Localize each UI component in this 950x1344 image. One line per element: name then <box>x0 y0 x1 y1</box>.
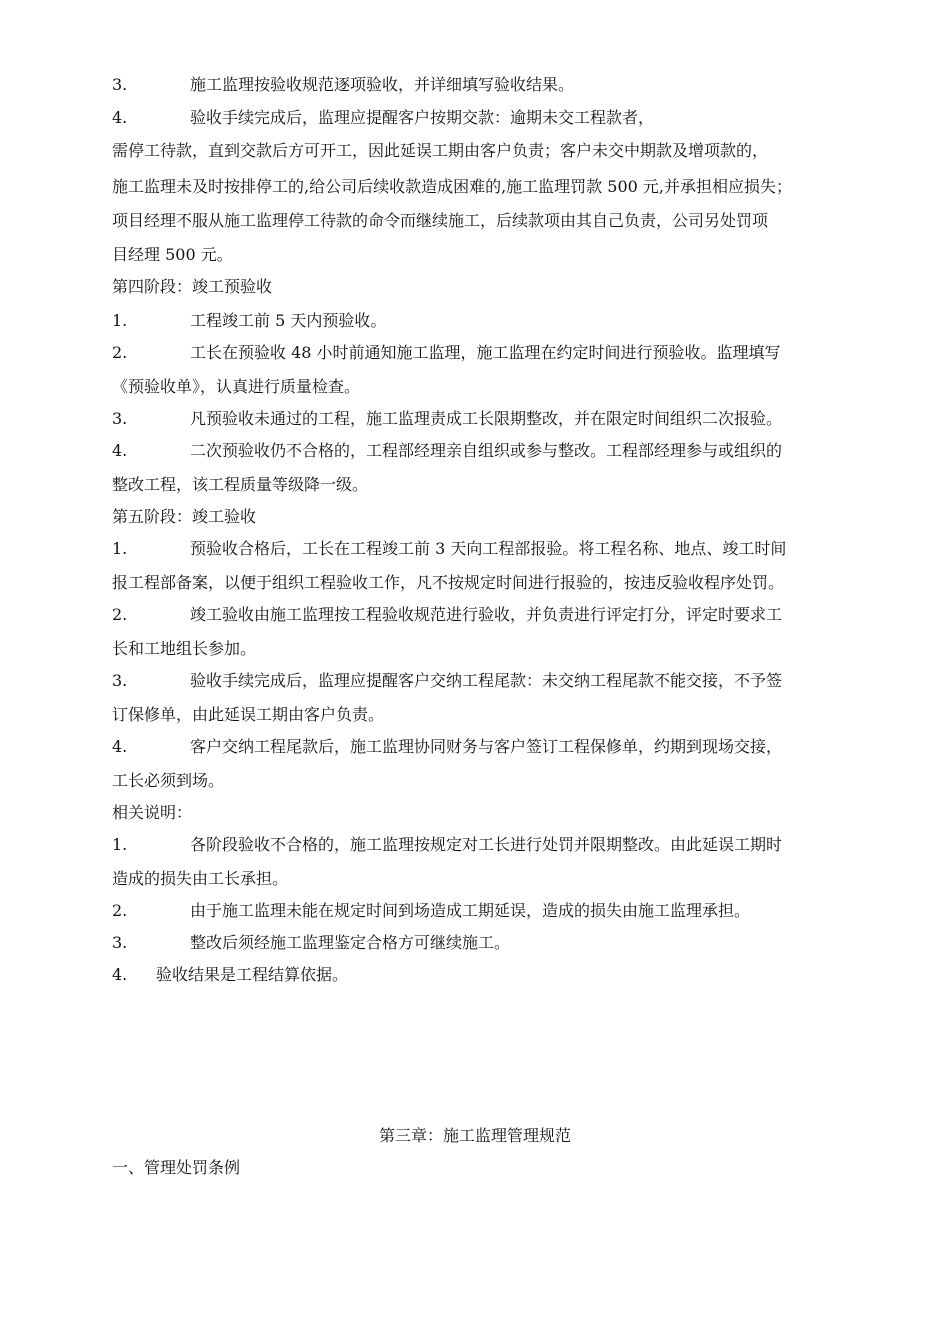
list-number: 3. <box>112 933 128 952</box>
list-text: 预验收合格后，工长在工程竣工前 3 天向工程部报验。将工程名称、地点、竣工时间 <box>190 539 787 558</box>
list-text: 由于施工监理未能在规定时间到场造成工期延误，造成的损失由施工监理承担。 <box>190 901 751 920</box>
paragraph-line: 施工监理未及时按排停工的,给公司后续收款造成困难的,施工监理罚款 500 元,并承担相应损失； <box>112 177 792 196</box>
list-text: 验收结果是工程结算依据。 <box>156 965 349 984</box>
list-number: 3. <box>112 409 128 428</box>
list-number: 4. <box>112 108 128 127</box>
paragraph-line: 《预验收单》，认真进行质量检查。 <box>112 377 361 396</box>
stage-heading: 第五阶段：竣工验收 <box>112 507 257 526</box>
list-number: 4. <box>112 441 128 460</box>
paragraph-line: 项目经理不服从施工监理停工待款的命令而继续施工，后续款项由其自己负责，公司另处罚项 <box>112 211 769 230</box>
list-text: 工程竣工前 5 天内预验收。 <box>190 311 387 330</box>
paragraph-line: 工长必须到场。 <box>112 771 225 790</box>
chapter-title: 第三章：施工监理管理规范 <box>378 1126 571 1145</box>
paragraph-line: 造成的损失由工长承担。 <box>112 869 289 888</box>
list-number: 1. <box>112 539 128 558</box>
paragraph-line: 需停工待款，直到交款后方可开工，因此延误工期由客户负责；客户未交中期款及增项款的， <box>112 141 769 160</box>
list-text: 整改后须经施工监理鉴定合格方可继续施工。 <box>190 933 511 952</box>
list-text: 客户交纳工程尾款后，施工监理协同财务与客户签订工程保修单，约期到现场交接， <box>190 737 783 756</box>
list-text: 凡预验收未通过的工程，施工监理责成工长限期整改，并在限定时间组织二次报验。 <box>190 409 783 428</box>
list-text: 验收手续完成后，监理应提醒客户按期交款：逾期未交工程款者， <box>190 108 655 127</box>
list-text: 二次预验收仍不合格的，工程部经理亲自组织或参与整改。工程部经理参与或组织的 <box>190 441 783 460</box>
list-number: 1. <box>112 835 128 854</box>
list-number: 1. <box>112 311 128 330</box>
list-number: 4. <box>112 737 128 756</box>
notes-heading: 相关说明： <box>112 803 193 822</box>
list-number: 2. <box>112 605 128 624</box>
paragraph-line: 订保修单，由此延误工期由客户负责。 <box>112 705 385 724</box>
list-text: 各阶段验收不合格的，施工监理按规定对工长进行处罚并限期整改。由此延误工期时 <box>190 835 783 854</box>
stage-heading: 第四阶段：竣工预验收 <box>112 277 273 296</box>
paragraph-line: 目经理 500 元。 <box>112 245 233 264</box>
list-number: 3. <box>112 671 128 690</box>
paragraph-line: 长和工地组长参加。 <box>112 639 257 658</box>
list-number: 4. <box>112 965 128 984</box>
section-title: 一、管理处罚条例 <box>112 1158 241 1177</box>
paragraph-line: 整改工程，该工程质量等级降一级。 <box>112 475 369 494</box>
list-text: 施工监理按验收规范逐项验收，并详细填写验收结果。 <box>190 75 575 94</box>
list-text: 竣工验收由施工监理按工程验收规范进行验收，并负责进行评定打分，评定时要求工 <box>190 605 783 624</box>
paragraph-line: 报工程部备案，以便于组织工程验收工作，凡不按规定时间进行报验的，按违反验收程序处罚。 <box>112 573 785 592</box>
list-number: 2. <box>112 343 128 362</box>
list-text: 工长在预验收 48 小时前通知施工监理，施工监理在约定时间进行预验收。监理填写 <box>190 343 781 362</box>
list-text: 验收手续完成后，监理应提醒客户交纳工程尾款：未交纳工程尾款不能交接，不予签 <box>190 671 783 690</box>
list-number: 2. <box>112 901 128 920</box>
list-number: 3. <box>112 75 128 94</box>
